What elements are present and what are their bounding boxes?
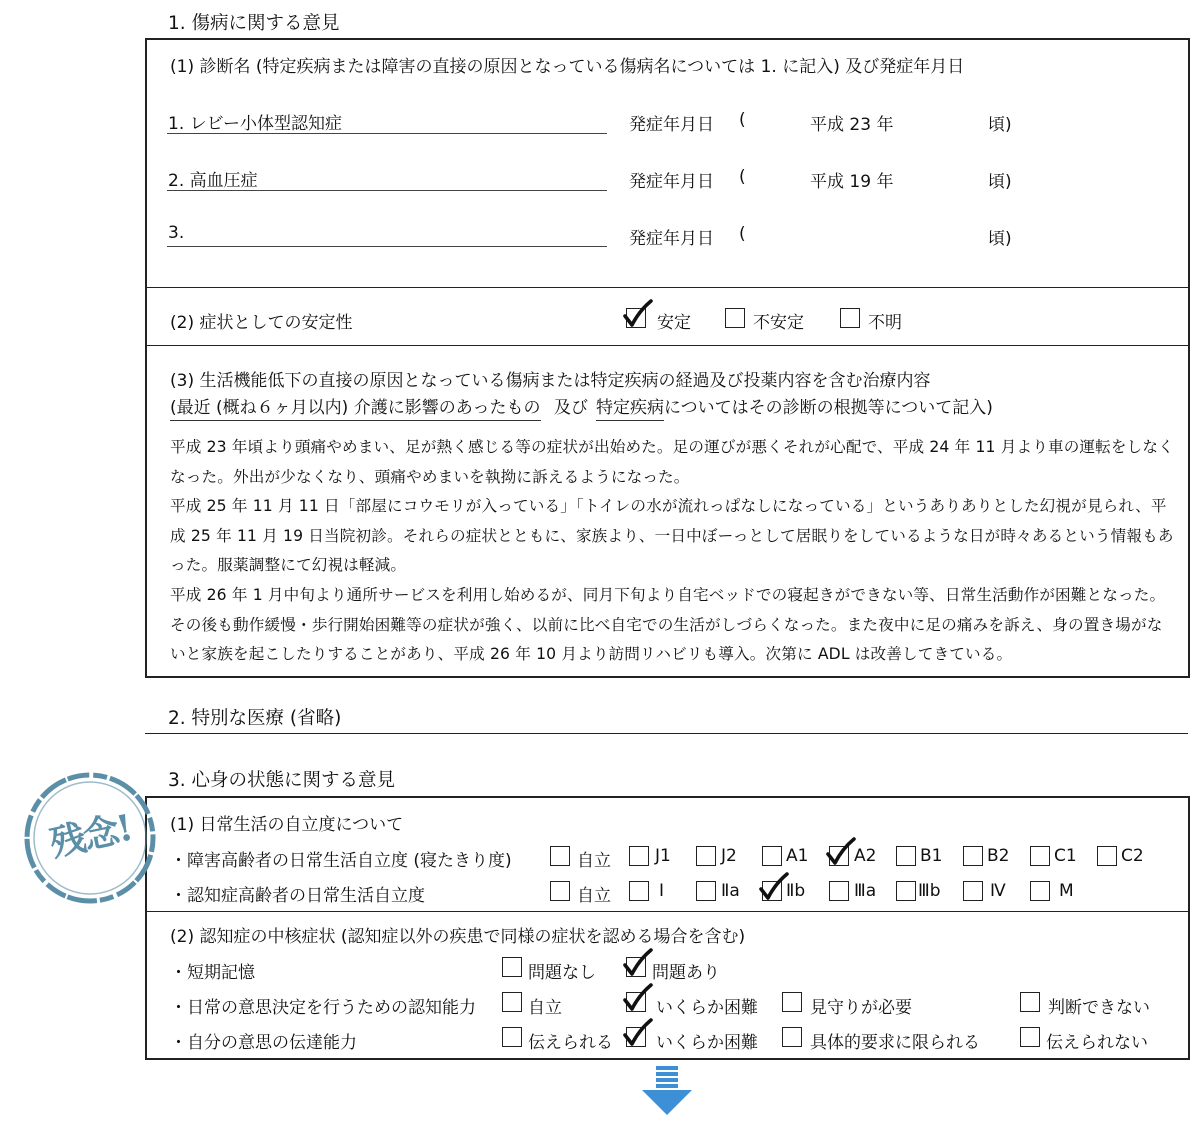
checkbox[interactable] — [502, 1027, 522, 1047]
checkbox[interactable] — [782, 1027, 802, 1047]
divider — [146, 911, 1189, 912]
onset-label: 発症年月日 — [629, 229, 714, 249]
option-label: 自立 — [528, 998, 562, 1018]
option-label: C2 — [1121, 846, 1144, 866]
option-label: 自立 — [577, 851, 611, 871]
checkbox[interactable] — [626, 957, 646, 977]
checkmark-icon — [621, 983, 653, 1015]
option-label: Ⅲa — [854, 881, 877, 901]
core-row-label: ・自分の意思の伝達能力 — [170, 1033, 357, 1053]
core-row-label: ・日常の意思決定を行うための認知能力 — [170, 998, 476, 1018]
checkbox[interactable] — [762, 846, 782, 866]
checkbox-unknown[interactable] — [840, 308, 860, 328]
option-label: J1 — [655, 846, 671, 866]
course-header-line2 — [170, 393, 993, 418]
checkbox[interactable] — [963, 846, 983, 866]
diagnosis-name: 3. — [168, 223, 185, 243]
diagnosis-name: 2. 高血圧症 — [168, 171, 258, 191]
checkbox-stable[interactable] — [626, 308, 646, 328]
paren-open: ( — [739, 224, 746, 244]
conjunction: 及び — [553, 398, 588, 418]
onset-value: 平成 19 年 — [810, 172, 894, 192]
underlined-phrase: (最近 (概ね６ヶ月以内) 介護に影響のあったもの — [170, 398, 541, 421]
course-paragraph: 平成 23 年頃より頭痛やめまい、足が熱く感じる等の症状が出始めた。足の運びが悪くそれが心配で、平成 24 年 11 月より車の運転をしなくなった。外出が少なくなり、頭痛やめまいを執拗に訴えるようになった。 — [170, 438, 1174, 486]
onset-label: 発症年月日 — [629, 115, 714, 135]
course-paragraph: 平成 26 年 1 月中旬より通所サービスを利用し始めるが、同月下旬より自宅ベッドでの寝起きができない等、日常生活動作が困難となった。その後も動作緩慢・歩行開始困難等の症状が強く、以前に比べ自宅での生活がしづらくなった。また夜中に足の痛みを訴え、身の置き場がないと家族を起こしたりすることがあり、平成 26 年 10 月より訪問リハビリも導入。次第に ADL は改善してきている。 — [170, 585, 1166, 664]
checkmark-icon — [621, 299, 653, 331]
down-arrow-icon — [640, 1066, 694, 1116]
checkbox[interactable] — [896, 846, 916, 866]
option-label: 具体的要求に限られる — [810, 1033, 980, 1053]
onset-label: 発症年月日 — [629, 172, 714, 192]
header-suffix: についてはその診断の根拠等について記入) — [663, 398, 993, 418]
diagnosis-name: 1. レビー小体型認知症 — [168, 114, 342, 134]
option-label: 不明 — [868, 313, 902, 333]
stamp — [20, 768, 160, 908]
option-label: M — [1059, 881, 1074, 901]
option-label: 自立 — [577, 886, 611, 906]
checkbox[interactable] — [963, 881, 983, 901]
checkbox[interactable] — [1030, 881, 1050, 901]
option-label: 判断できない — [1048, 998, 1150, 1018]
checkmark-icon — [621, 1018, 653, 1050]
checkbox[interactable] — [1020, 992, 1040, 1012]
option-label: 不安定 — [753, 313, 804, 333]
option-label: A2 — [854, 846, 877, 866]
section1-title: 1. 傷病に関する意見 — [168, 13, 340, 34]
option-label: 見守りが必要 — [810, 998, 912, 1018]
independence-row-label: ・障害高齢者の日常生活自立度 (寝たきり度) — [170, 851, 512, 871]
checkbox[interactable] — [1097, 846, 1117, 866]
checkmark-icon — [757, 872, 789, 904]
checkbox[interactable] — [502, 957, 522, 977]
checkbox[interactable] — [696, 846, 716, 866]
option-label: A1 — [786, 846, 809, 866]
stability-label: (2) 症状としての安定性 — [170, 313, 353, 333]
divider — [146, 287, 1189, 288]
option-label: いくらか困難 — [656, 998, 758, 1018]
checkbox[interactable] — [629, 846, 649, 866]
course-paragraph: 平成 25 年 11 月 11 日「部屋にコウモリが入っている」「トイレの水が流れっぱなしになっている」というありありとした幻視が見られ、平成 25 年 11 月 19 日当院初診。それらの症状とともに、家族より、一日中ぼーっとして居眠りをしているような日が時々あるという情報もあった。服薬調整にて幻視は軽減。 — [170, 497, 1174, 575]
option-label: Ⅳ — [990, 881, 1006, 901]
checkbox[interactable] — [1020, 1027, 1040, 1047]
course-header-line1: (3) 生活機能低下の直接の原因となっている傷病または特定疾病の経過及び投薬内容を含む治療内容 — [170, 371, 931, 391]
option-label: 伝えられる — [528, 1033, 613, 1053]
paren-open: ( — [739, 110, 746, 130]
checkbox-unstable[interactable] — [725, 308, 745, 328]
section3-title: 3. 心身の状態に関する意見 — [168, 770, 396, 791]
checkmark-icon — [621, 948, 653, 980]
option-label: 問題なし — [528, 963, 596, 983]
paren-close: 頃) — [988, 172, 1012, 192]
option-label: いくらか困難 — [656, 1033, 758, 1053]
diagnosis-header: (1) 診断名 (特定疾病または障害の直接の原因となっている傷病名については 1. に記入) 及び発症年月日 — [170, 57, 965, 77]
option-label: Ⅱb — [786, 881, 806, 901]
paren-open: ( — [739, 167, 746, 187]
option-label: 問題あり — [652, 963, 720, 983]
option-label: J2 — [721, 846, 737, 866]
checkbox[interactable] — [626, 992, 646, 1012]
paren-close: 頃) — [988, 229, 1012, 249]
checkbox[interactable] — [696, 881, 716, 901]
checkbox[interactable] — [896, 881, 916, 901]
diagnosis-underline — [167, 246, 607, 247]
independence-row-label: ・認知症高齢者の日常生活自立度 — [170, 886, 425, 906]
option-label: C1 — [1054, 846, 1077, 866]
core-symptoms-header: (2) 認知症の中核症状 (認知症以外の疾患で同様の症状を認める場合を含む) — [170, 927, 746, 947]
course-text — [170, 433, 1175, 670]
paren-close: 頃) — [988, 115, 1012, 135]
core-row-label: ・短期記憶 — [170, 963, 255, 983]
checkbox[interactable] — [550, 846, 570, 866]
option-label: B1 — [920, 846, 943, 866]
checkbox[interactable] — [626, 1027, 646, 1047]
section2-title: 2. 特別な医療 (省略) — [168, 708, 342, 729]
diagnosis-underline — [167, 133, 607, 134]
stamp-text: 残念! — [46, 806, 135, 865]
checkbox[interactable] — [762, 881, 782, 901]
checkbox[interactable] — [829, 881, 849, 901]
checkbox[interactable] — [782, 992, 802, 1012]
option-label: B2 — [987, 846, 1010, 866]
checkmark-icon — [824, 837, 856, 869]
independence-header: (1) 日常生活の自立度について — [170, 815, 404, 835]
option-label: 安定 — [657, 313, 691, 333]
diagnosis-underline — [167, 190, 607, 191]
option-label: Ⅲb — [918, 881, 941, 901]
divider — [145, 733, 1188, 734]
divider — [146, 345, 1189, 346]
checkbox[interactable] — [550, 881, 570, 901]
checkbox[interactable] — [829, 846, 849, 866]
checkbox[interactable] — [1030, 846, 1050, 866]
option-label: 伝えられない — [1046, 1033, 1148, 1053]
option-label: Ⅰ — [659, 881, 665, 901]
underlined-phrase: 特定疾病 — [596, 398, 664, 421]
checkbox[interactable] — [502, 992, 522, 1012]
onset-value: 平成 23 年 — [810, 115, 894, 135]
checkbox[interactable] — [629, 881, 649, 901]
option-label: Ⅱa — [721, 881, 740, 901]
